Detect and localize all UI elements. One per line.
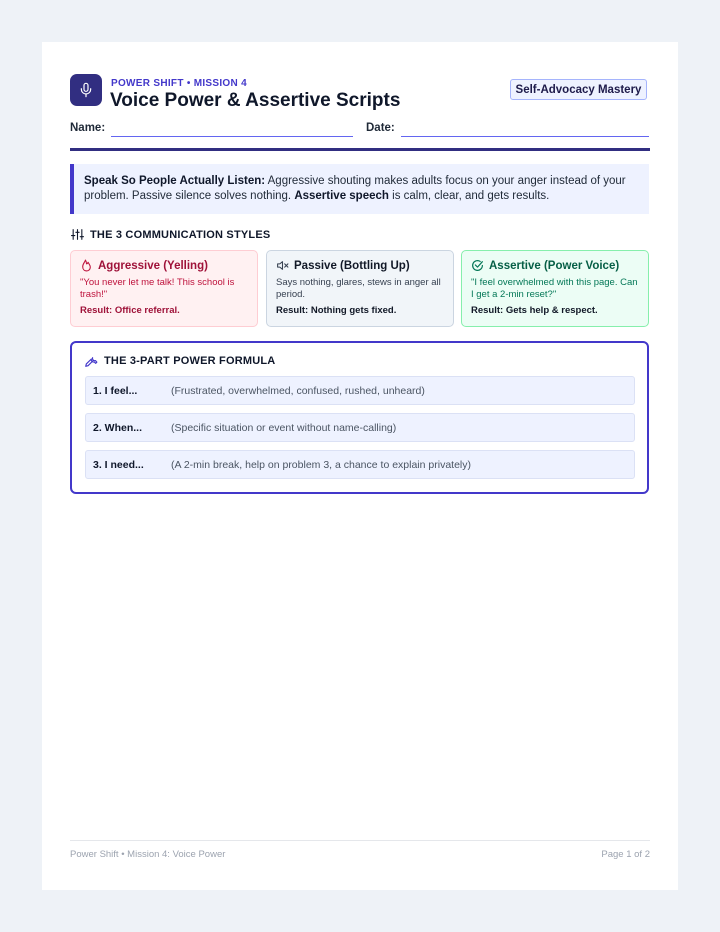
formula-heading-text: THE 3-PART POWER FORMULA [104, 355, 276, 367]
styles-heading-text: THE 3 COMMUNICATION STYLES [90, 228, 271, 241]
microphone-icon [78, 82, 94, 98]
date-label: Date: [366, 122, 395, 134]
footer-mission: Power Shift • Mission 4: Voice Power [70, 849, 226, 860]
style-card-assertive [461, 250, 649, 327]
power-formula-panel [70, 341, 649, 494]
header-divider [70, 148, 650, 151]
card-quote: "You never let me talk! This school is trash!" [80, 277, 235, 300]
card-result: Result: Gets help & respect. [471, 305, 598, 316]
footer-divider [70, 840, 650, 841]
muted-speaker-icon [276, 259, 289, 272]
card-title: Passive (Bottling Up) [294, 259, 410, 272]
card-title-row [471, 259, 639, 272]
check-circle-icon [471, 259, 484, 272]
step-hint: (Frustrated, overwhelmed, confused, rushed, unheard) [171, 384, 425, 397]
page-title: Voice Power & Assertive Scripts [110, 90, 401, 111]
formula-step-when[interactable] [85, 413, 635, 442]
wrench-icon [84, 354, 98, 368]
card-title-row [276, 259, 444, 272]
formula-heading [84, 354, 275, 368]
formula-step-need[interactable] [85, 450, 635, 479]
page-content [70, 42, 650, 890]
step-hint: (A 2-min break, help on problem 3, a chance to explain privately) [171, 458, 471, 471]
step-label: 3. I need... [93, 458, 144, 471]
step-hint: (Specific situation or event without name-calling) [171, 421, 397, 434]
card-result: Result: Nothing gets fixed. [276, 305, 397, 316]
date-field[interactable] [401, 136, 649, 137]
styles-heading [71, 228, 270, 241]
card-quote: Says nothing, glares, stews in anger all period. [276, 277, 441, 300]
card-title-row [80, 259, 248, 272]
worksheet-page [42, 42, 678, 890]
style-card-passive [266, 250, 454, 327]
intro-callout [70, 164, 649, 214]
card-title: Aggressive (Yelling) [98, 259, 208, 272]
mission-logo [70, 74, 102, 106]
topic-badge: Self-Advocacy Mastery [510, 79, 647, 100]
step-label: 1. I feel... [93, 384, 138, 397]
style-card-aggressive [70, 250, 258, 327]
sliders-icon [71, 228, 84, 241]
callout-lead: Speak So People Actually Listen: [84, 175, 266, 187]
callout-emphasis: Assertive speech [294, 190, 389, 202]
page-number: Page 1 of 2 [601, 849, 650, 860]
card-result: Result: Office referral. [80, 305, 180, 316]
callout-text-1: Aggressive shouting makes adults focus on your anger instead of your problem. Passive silence solves nothing. [84, 175, 626, 202]
mission-eyebrow: POWER SHIFT • MISSION 4 [111, 78, 247, 89]
callout-text-2: is calm, clear, and gets results. [388, 190, 550, 202]
card-title: Assertive (Power Voice) [489, 259, 620, 272]
card-quote: "I feel overwhelmed with this page. Can I get a 2-min reset?" [471, 277, 638, 300]
flame-icon [80, 259, 93, 272]
name-field[interactable] [111, 136, 353, 137]
formula-step-feel[interactable] [85, 376, 635, 405]
name-label: Name: [70, 122, 106, 134]
step-label: 2. When... [93, 421, 143, 434]
